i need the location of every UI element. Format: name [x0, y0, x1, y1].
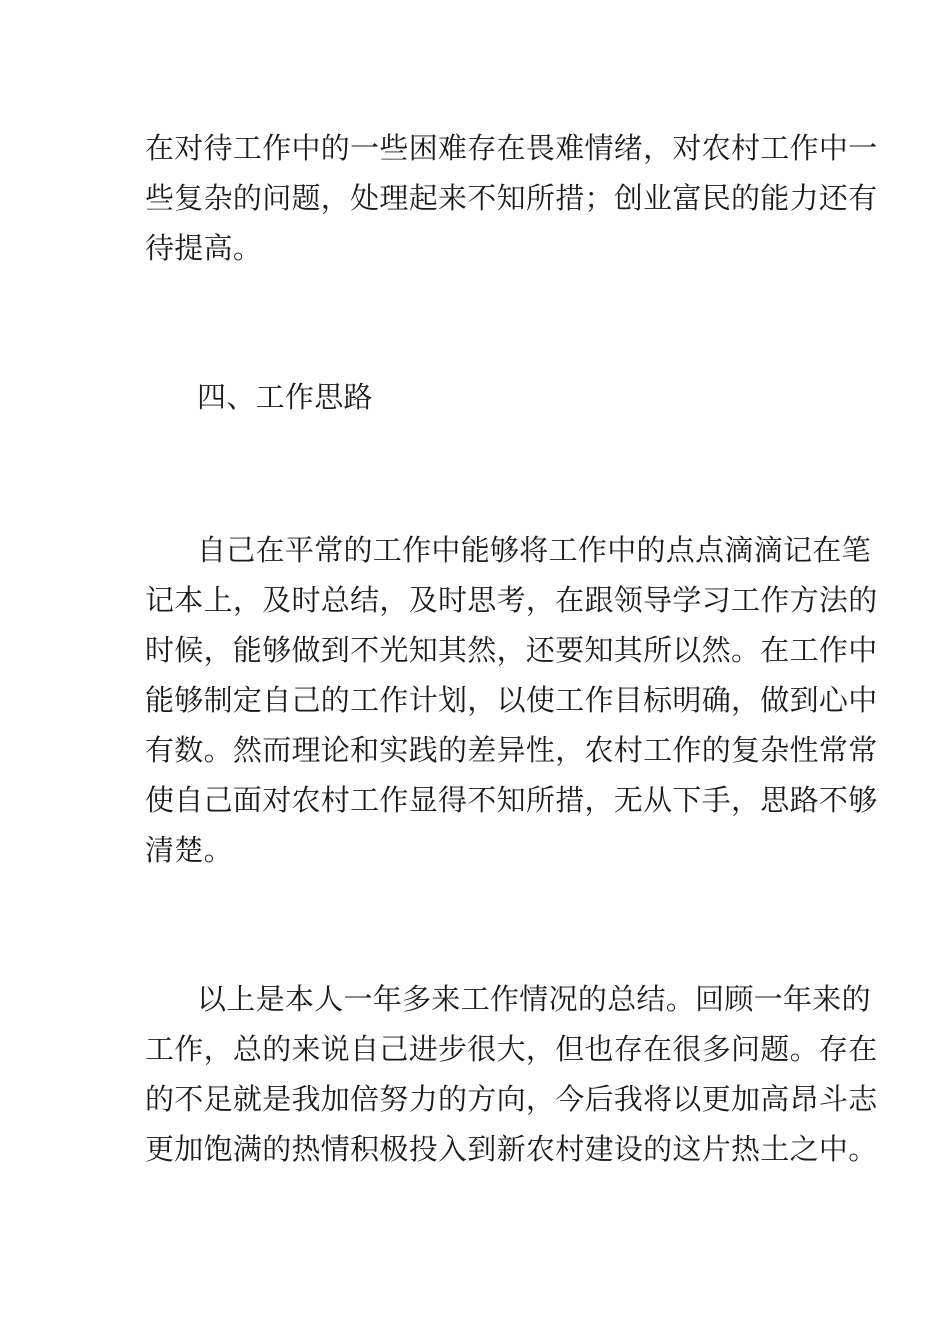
paragraph-line: 记本上，及时总结，及时思考，在跟领导学习工作方法的: [145, 583, 878, 617]
paragraph-line: 些复杂的问题，处理起来不知所措；创业富民的能力还有: [145, 181, 878, 215]
paragraph-line: 清楚。: [145, 833, 233, 867]
section-heading: 四、工作思路: [197, 380, 373, 414]
paragraph-line: 的不足就是我加倍努力的方向，今后我将以更加高昂斗志: [145, 1082, 878, 1116]
paragraph-line: 能够制定自己的工作计划，以使工作目标明确，做到心中: [145, 683, 878, 717]
paragraph-line: 待提高。: [145, 231, 263, 265]
paragraph-line: 工作，总的来说自己进步很大，但也存在很多问题。存在: [145, 1032, 878, 1066]
paragraph-line: 使自己面对农村工作显得不知所措，无从下手，思路不够: [145, 783, 878, 817]
paragraph-line: 更加饱满的热情积极投入到新农村建设的这片热土之中。: [145, 1132, 878, 1166]
paragraph-line: 有数。然而理论和实践的差异性，农村工作的复杂性常常: [145, 733, 878, 767]
paragraph-line: 时候，能够做到不光知其然，还要知其所以然。在工作中: [145, 633, 878, 667]
paragraph-line: 以上是本人一年多来工作情况的总结。回顾一年来的: [197, 982, 871, 1016]
paragraph-line: 自己在平常的工作中能够将工作中的点点滴滴记在笔: [197, 533, 871, 567]
paragraph-line: 在对待工作中的一些困难存在畏难情绪，对农村工作中一: [145, 131, 878, 165]
